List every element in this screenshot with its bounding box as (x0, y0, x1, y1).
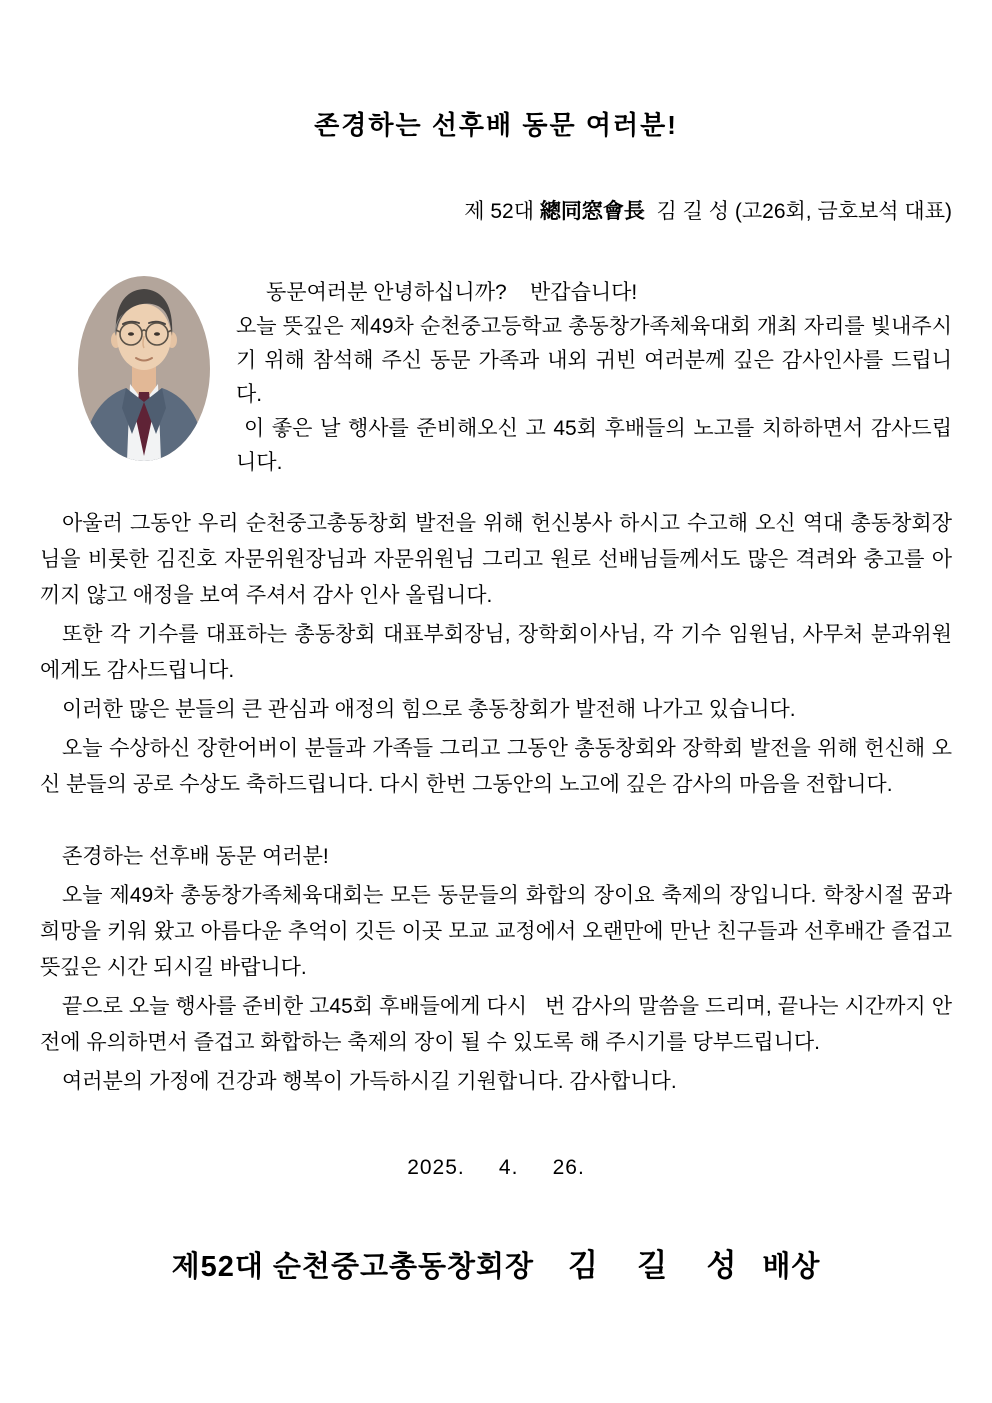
body-paragraph: 오늘 수상하신 장한어버이 분들과 가족들 그리고 그동안 총동창회와 장학회 발전을 위해 헌신해 오신 분들의 공로 수상도 축하드립니다. 다시 한번 그동안의 노고에 깊은 감사의 마음을 전합니다. (40, 737, 952, 796)
president-portrait-photo (78, 276, 210, 461)
body-paragraph: 또한 각 기수를 대표하는 총동창회 대표부회장님, 장학회이사님, 각 기수 임원님, 사무처 분과위원에게도 감사드립니다. (40, 623, 952, 682)
byline-name-note: 김 길 성 (고26회, 금호보석 대표) (644, 200, 952, 223)
greeting-paragraph: 오늘 뜻깊은 제49차 순천중고등학교 총동창가족체육대회 개최 자리를 빛내주시기 위해 참석해 주신 동문 가족과 내외 귀빈 여러분께 깊은 감사인사를 드립니다. (236, 315, 952, 406)
body-paragraph: 아울러 그동안 우리 순천중고총동창회 발전을 위해 헌신봉사 하시고 수고해 오신 역대 총동창회장님을 비롯한 김진호 자문위원장님과 자문위원님 그리고 원로 선배님들께서도 많은 격려와 충고를 아끼지 않고 애정을 보여 주셔서 감사 인사 올립니다. (40, 512, 952, 607)
portrait-illustration (78, 276, 210, 461)
signature-role: 제52대 순천중고총동창회장 (171, 1251, 535, 1283)
body-paragraph: 이러한 많은 분들의 큰 관심과 애정의 힘으로 총동창회가 발전해 나가고 있습니다. (62, 698, 796, 721)
byline-prefix: 제 52대 (464, 200, 540, 223)
body-salute-line: 존경하는 선후배 동문 여러분! (62, 845, 329, 868)
greeting-paragraphs (236, 276, 952, 480)
signature-line (40, 1240, 952, 1285)
byline (40, 198, 952, 226)
body-paragraph: 여러분의 가정에 건강과 행복이 가득하시길 기원합니다. 감사합니다. (62, 1070, 677, 1093)
letter-title: 존경하는 선후배 동문 여러분! (314, 110, 678, 140)
letter-body (40, 506, 952, 1100)
intro-section (40, 276, 952, 480)
signature-name: 김 길 성 (568, 1248, 741, 1283)
signature-closing: 배상 (762, 1251, 821, 1283)
body-paragraph: 오늘 제49차 총동창가족체육대회는 모든 동문들의 화합의 장이요 축제의 장입니다. 학창시절 꿈과 희망을 키워 왔고 아름다운 추억이 깃든 이곳 모교 교정에서 오랜만에 만난 친구들과 선후배간 즐겁고 뜻깊은 시간 되시길 바랍니다. (40, 884, 952, 979)
byline-hanja-title: 總同窓會長 (539, 200, 645, 223)
greeting-salutation: 동문여러분 안녕하십니까? 반갑습니다! (266, 281, 638, 304)
body-paragraph: 끝으로 오늘 행사를 준비한 고45회 후배들에게 다시 번 감사의 말씀을 드리며, 끝나는 시간까지 안전에 유의하면서 즐겁고 화합하는 축제의 장이 될 수 있도록 해 주시기를 당부드립니다. (40, 995, 952, 1054)
greeting-paragraph: 이 좋은 날 행사를 준비해오신 고 45회 후배들의 노고를 치하하면서 감사드립니다. (236, 417, 952, 474)
letter-date: 2025. 4. 26. (407, 1156, 585, 1179)
